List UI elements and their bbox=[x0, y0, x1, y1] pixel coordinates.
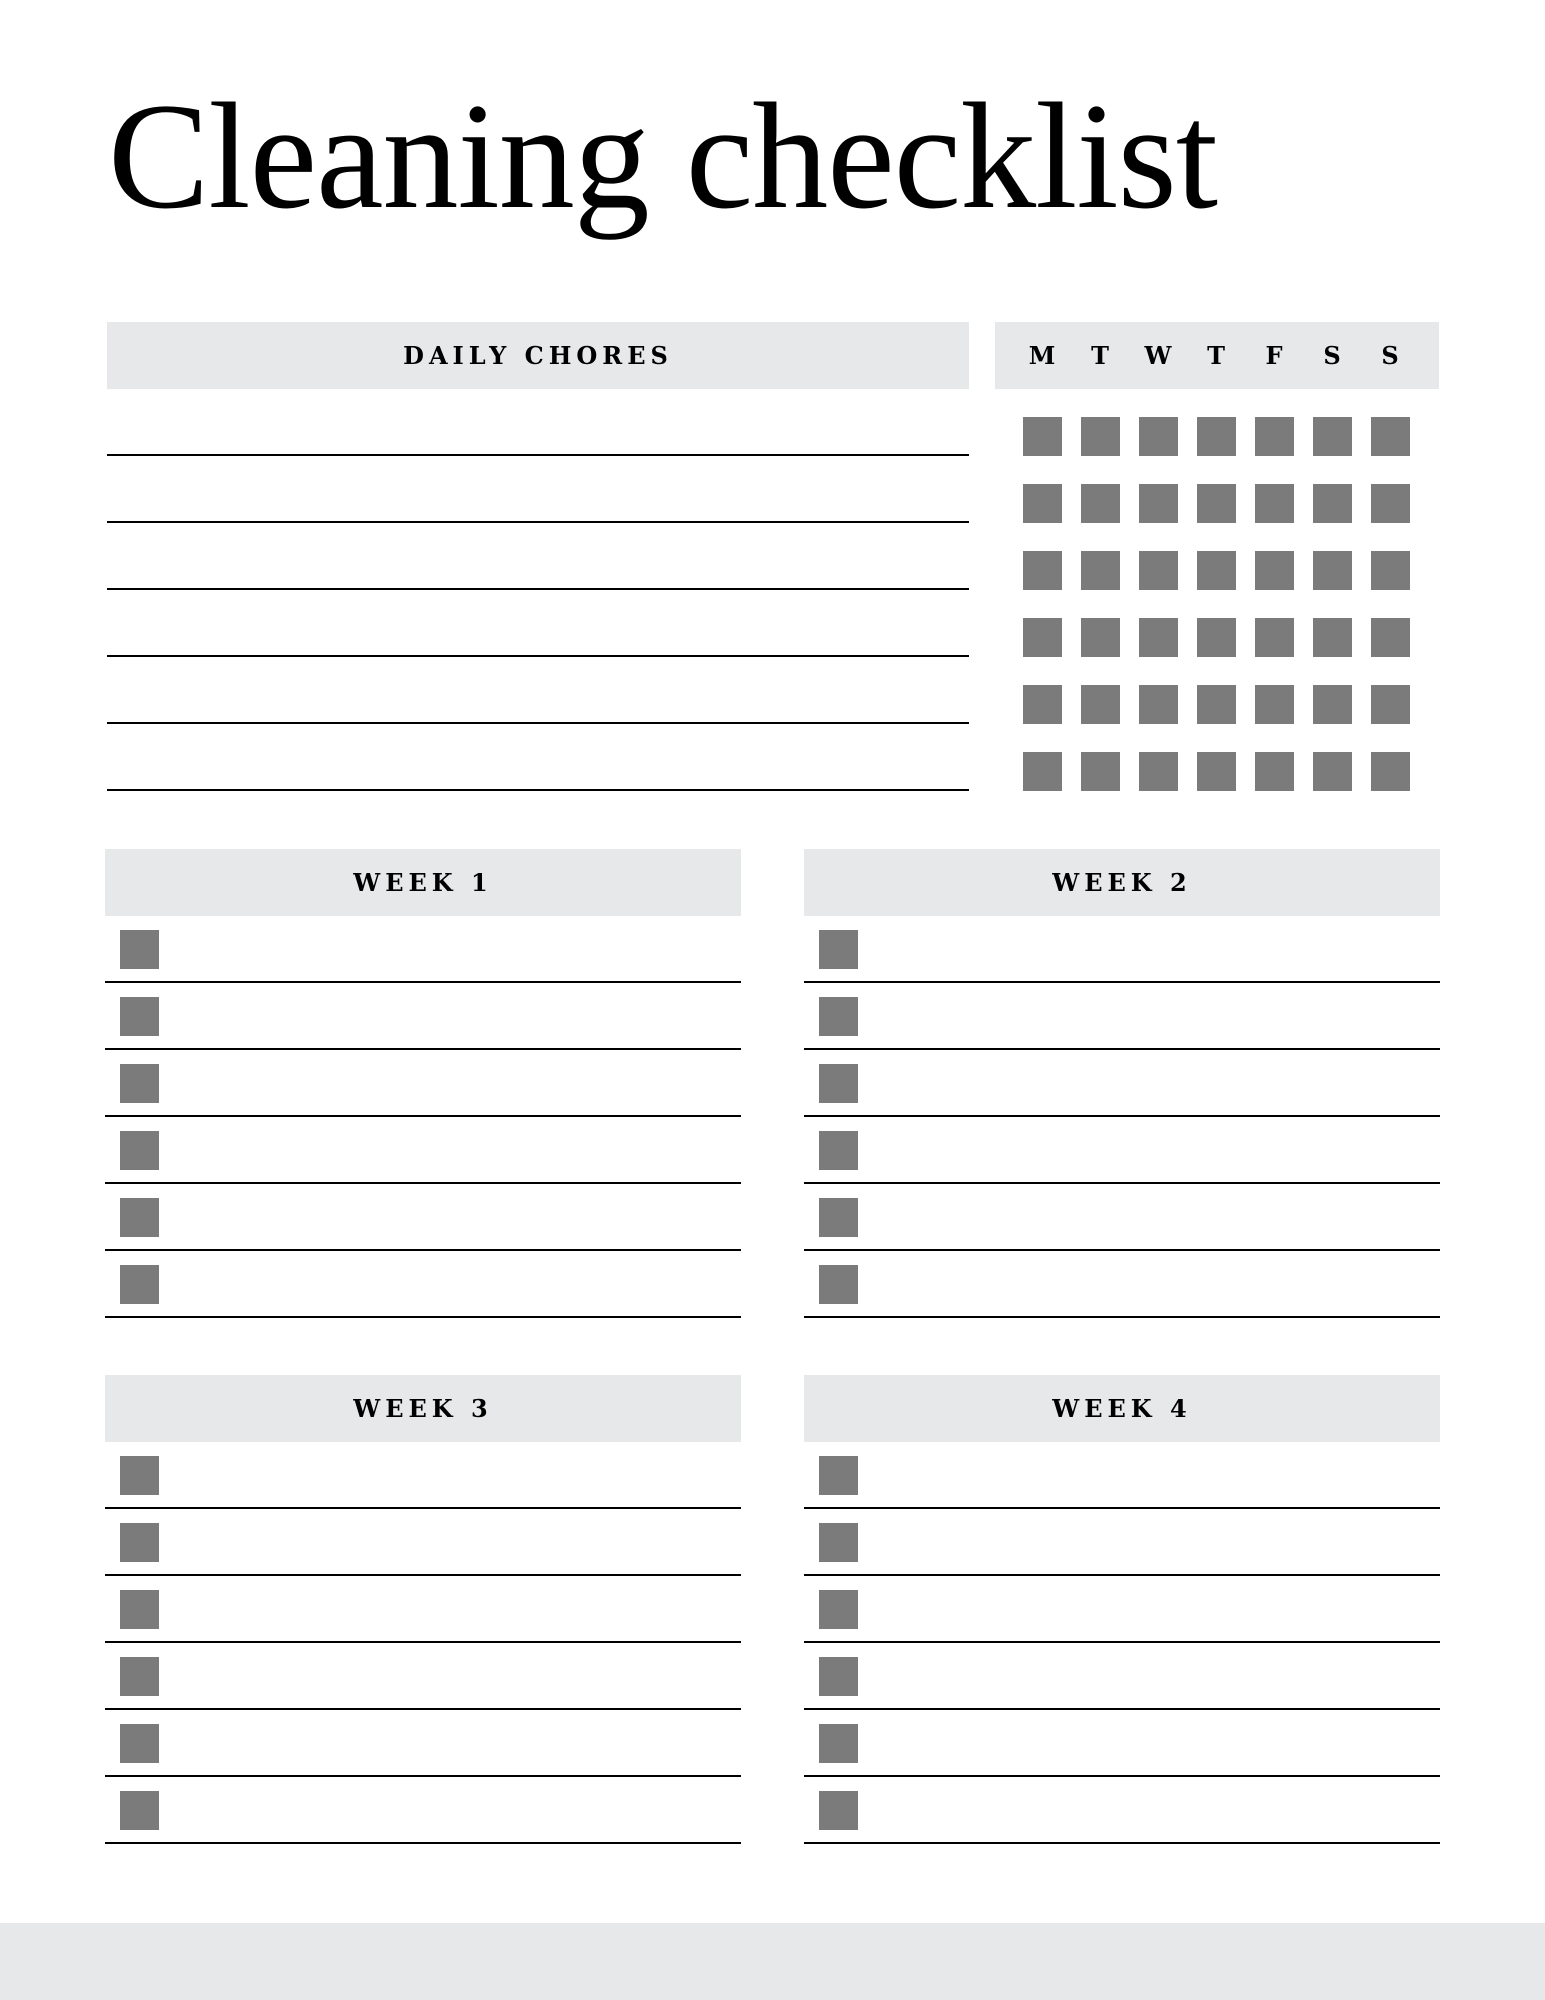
week-1-row[interactable] bbox=[105, 1050, 741, 1117]
daily-checkbox[interactable] bbox=[1139, 551, 1178, 590]
daily-checkbox[interactable] bbox=[1255, 417, 1294, 456]
week-3-row[interactable] bbox=[105, 1643, 741, 1710]
daily-chore-line[interactable] bbox=[107, 590, 969, 657]
daily-checkbox[interactable] bbox=[1371, 685, 1410, 724]
week-1-row[interactable] bbox=[105, 1184, 741, 1251]
week-1-checkbox[interactable] bbox=[120, 1265, 159, 1304]
daily-checkbox[interactable] bbox=[1371, 484, 1410, 523]
daily-checkbox[interactable] bbox=[1313, 685, 1352, 724]
daily-checkbox[interactable] bbox=[1023, 484, 1062, 523]
daily-checkbox[interactable] bbox=[1197, 618, 1236, 657]
week-2-checkbox[interactable] bbox=[819, 1265, 858, 1304]
daily-checkbox[interactable] bbox=[1371, 752, 1410, 791]
week-4-row[interactable] bbox=[804, 1442, 1440, 1509]
week-1-section bbox=[105, 849, 741, 1318]
week-2-checkbox[interactable] bbox=[819, 1131, 858, 1170]
week-2-label: WEEK 2 bbox=[1052, 868, 1192, 897]
week-2-checkbox[interactable] bbox=[819, 1198, 858, 1237]
daily-checkbox[interactable] bbox=[1081, 484, 1120, 523]
weekday-label-sun: S bbox=[1381, 341, 1399, 370]
daily-checkbox[interactable] bbox=[1197, 752, 1236, 791]
week-1-row[interactable] bbox=[105, 1251, 741, 1318]
daily-checkbox[interactable] bbox=[1023, 551, 1062, 590]
daily-checkbox[interactable] bbox=[1255, 551, 1294, 590]
daily-chores-header-label: DAILY CHORES bbox=[403, 341, 673, 370]
daily-checkbox[interactable] bbox=[1139, 417, 1178, 456]
week-3-checkbox[interactable] bbox=[120, 1456, 159, 1495]
daily-checkbox[interactable] bbox=[1313, 484, 1352, 523]
week-4-row[interactable] bbox=[804, 1643, 1440, 1710]
weekday-label-sat: S bbox=[1323, 341, 1341, 370]
week-1-checkbox[interactable] bbox=[120, 997, 159, 1036]
daily-checkbox[interactable] bbox=[1023, 685, 1062, 724]
week-4-checkbox[interactable] bbox=[819, 1456, 858, 1495]
weekday-label-tue: T bbox=[1091, 341, 1109, 370]
week-3-row[interactable] bbox=[105, 1710, 741, 1777]
week-3-section bbox=[105, 1375, 741, 1844]
week-1-checkbox[interactable] bbox=[120, 1064, 159, 1103]
daily-checkbox[interactable] bbox=[1313, 551, 1352, 590]
daily-chore-line[interactable] bbox=[107, 724, 969, 791]
weekday-header bbox=[995, 322, 1439, 389]
daily-checkbox[interactable] bbox=[1081, 685, 1120, 724]
week-1-list bbox=[105, 916, 741, 1318]
daily-checkbox[interactable] bbox=[1139, 618, 1178, 657]
daily-checkbox[interactable] bbox=[1197, 417, 1236, 456]
daily-checkbox[interactable] bbox=[1197, 484, 1236, 523]
week-4-list bbox=[804, 1442, 1440, 1844]
week-3-row[interactable] bbox=[105, 1509, 741, 1576]
week-4-row[interactable] bbox=[804, 1509, 1440, 1576]
week-1-row[interactable] bbox=[105, 916, 741, 983]
daily-checkbox[interactable] bbox=[1313, 752, 1352, 791]
daily-checkbox[interactable] bbox=[1139, 685, 1178, 724]
week-2-list bbox=[804, 916, 1440, 1318]
week-3-checkbox[interactable] bbox=[120, 1791, 159, 1830]
week-4-checkbox[interactable] bbox=[819, 1590, 858, 1629]
daily-chore-line[interactable] bbox=[107, 657, 969, 724]
week-4-checkbox[interactable] bbox=[819, 1657, 858, 1696]
daily-checkbox[interactable] bbox=[1371, 618, 1410, 657]
week-2-row[interactable] bbox=[804, 983, 1440, 1050]
week-4-row[interactable] bbox=[804, 1576, 1440, 1643]
week-3-checkbox[interactable] bbox=[120, 1724, 159, 1763]
week-2-checkbox[interactable] bbox=[819, 997, 858, 1036]
week-1-row[interactable] bbox=[105, 983, 741, 1050]
week-1-row[interactable] bbox=[105, 1117, 741, 1184]
week-4-checkbox[interactable] bbox=[819, 1724, 858, 1763]
daily-chore-line[interactable] bbox=[107, 389, 969, 456]
week-3-header bbox=[105, 1375, 741, 1442]
daily-checkbox[interactable] bbox=[1255, 484, 1294, 523]
week-1-header bbox=[105, 849, 741, 916]
daily-checkbox[interactable] bbox=[1023, 618, 1062, 657]
daily-checkbox[interactable] bbox=[1313, 417, 1352, 456]
daily-chore-line[interactable] bbox=[107, 523, 969, 590]
week-2-row[interactable] bbox=[804, 1184, 1440, 1251]
week-4-row[interactable] bbox=[804, 1777, 1440, 1844]
daily-checkbox[interactable] bbox=[1371, 551, 1410, 590]
week-2-row[interactable] bbox=[804, 1251, 1440, 1318]
daily-checkbox[interactable] bbox=[1197, 551, 1236, 590]
daily-checkbox[interactable] bbox=[1371, 417, 1410, 456]
week-2-checkbox[interactable] bbox=[819, 930, 858, 969]
week-3-checkbox[interactable] bbox=[120, 1590, 159, 1629]
week-3-row[interactable] bbox=[105, 1576, 741, 1643]
daily-checkbox[interactable] bbox=[1139, 484, 1178, 523]
week-4-checkbox[interactable] bbox=[819, 1791, 858, 1830]
weekday-label-thu: T bbox=[1207, 341, 1225, 370]
weekday-label-fri: F bbox=[1265, 341, 1283, 370]
week-3-label: WEEK 3 bbox=[353, 1394, 493, 1423]
daily-chores-list bbox=[107, 389, 969, 791]
week-2-row[interactable] bbox=[804, 1050, 1440, 1117]
weekday-label-wed: W bbox=[1144, 341, 1172, 370]
week-3-row[interactable] bbox=[105, 1777, 741, 1844]
daily-checkbox[interactable] bbox=[1081, 752, 1120, 791]
daily-checkbox[interactable] bbox=[1255, 618, 1294, 657]
footer-band bbox=[0, 1923, 1545, 2000]
week-2-header bbox=[804, 849, 1440, 916]
week-1-label: WEEK 1 bbox=[353, 868, 493, 897]
daily-checkbox[interactable] bbox=[1313, 618, 1352, 657]
week-2-checkbox[interactable] bbox=[819, 1064, 858, 1103]
weekday-label-mon: M bbox=[1028, 341, 1056, 370]
page-title: Cleaning checklist bbox=[108, 72, 1218, 240]
daily-chore-line[interactable] bbox=[107, 456, 969, 523]
week-2-section bbox=[804, 849, 1440, 1318]
week-4-row[interactable] bbox=[804, 1710, 1440, 1777]
daily-checkbox[interactable] bbox=[1081, 417, 1120, 456]
daily-checkbox[interactable] bbox=[1081, 551, 1120, 590]
daily-checkbox[interactable] bbox=[1023, 752, 1062, 791]
week-4-header bbox=[804, 1375, 1440, 1442]
week-2-row[interactable] bbox=[804, 916, 1440, 983]
daily-checkbox[interactable] bbox=[1255, 685, 1294, 724]
week-3-list bbox=[105, 1442, 741, 1844]
week-1-checkbox[interactable] bbox=[120, 1131, 159, 1170]
week-2-row[interactable] bbox=[804, 1117, 1440, 1184]
week-3-checkbox[interactable] bbox=[120, 1523, 159, 1562]
week-3-row[interactable] bbox=[105, 1442, 741, 1509]
daily-checkbox[interactable] bbox=[1197, 685, 1236, 724]
week-4-checkbox[interactable] bbox=[819, 1523, 858, 1562]
week-3-checkbox[interactable] bbox=[120, 1657, 159, 1696]
week-1-checkbox[interactable] bbox=[120, 1198, 159, 1237]
week-1-checkbox[interactable] bbox=[120, 930, 159, 969]
daily-chores-header bbox=[107, 322, 969, 389]
week-4-section bbox=[804, 1375, 1440, 1844]
week-4-label: WEEK 4 bbox=[1052, 1394, 1192, 1423]
daily-checkbox[interactable] bbox=[1139, 752, 1178, 791]
daily-checkbox[interactable] bbox=[1081, 618, 1120, 657]
daily-checkbox[interactable] bbox=[1023, 417, 1062, 456]
daily-checkbox[interactable] bbox=[1255, 752, 1294, 791]
